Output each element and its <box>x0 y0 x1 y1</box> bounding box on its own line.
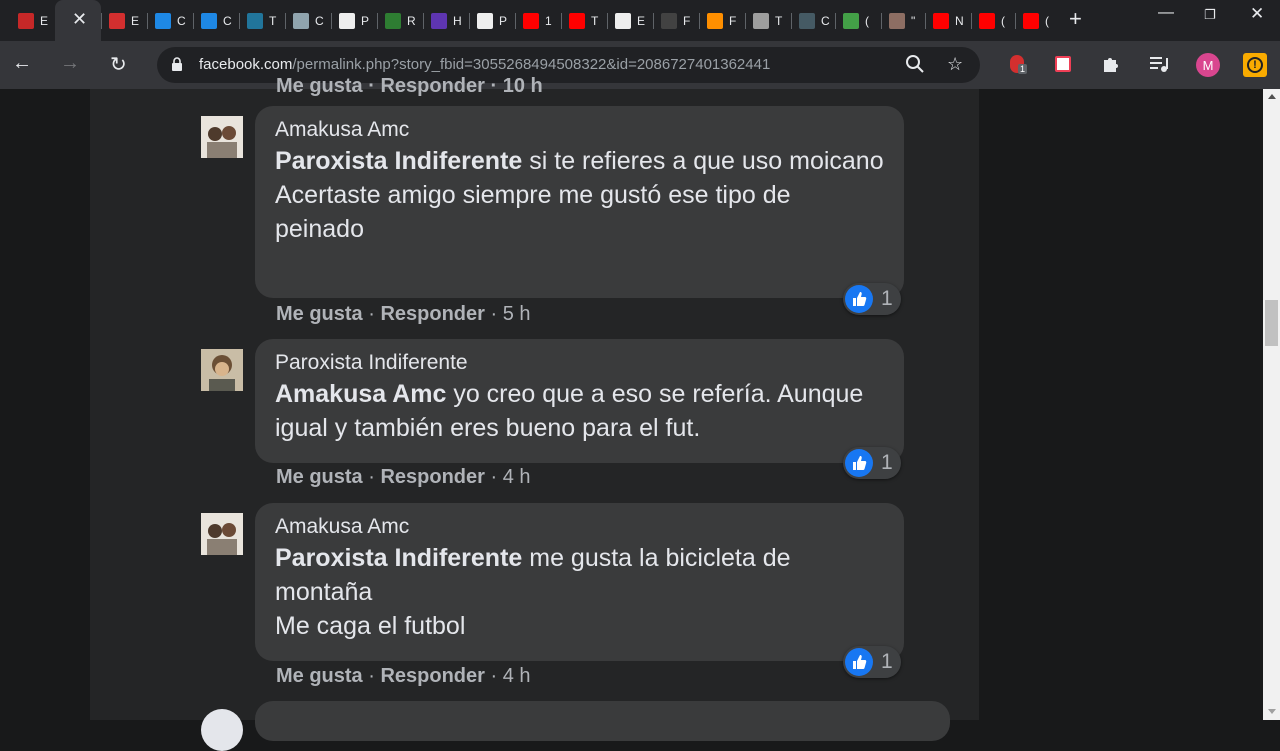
document-icon <box>293 13 309 29</box>
image-icon <box>477 13 493 29</box>
tab-separator <box>791 13 792 29</box>
comment-bubble <box>255 503 904 661</box>
reload-icon[interactable]: ↻ <box>110 54 127 76</box>
youtube-icon <box>569 13 585 29</box>
youtube-icon <box>979 13 995 29</box>
mention-link[interactable]: Paroxista Indiferente <box>275 147 523 175</box>
comment-author[interactable]: Amakusa Amc <box>275 118 410 141</box>
mention-link[interactable]: Paroxista Indiferente <box>275 544 523 572</box>
reaction-count[interactable] <box>843 646 901 678</box>
url-host: facebook.com <box>199 56 293 73</box>
browser-tab[interactable] <box>979 8 1011 34</box>
tab-separator <box>653 13 654 29</box>
tab-title: C <box>315 14 324 28</box>
browser-tab[interactable] <box>933 8 965 34</box>
tab-separator <box>239 13 240 29</box>
browser-tab[interactable] <box>339 8 371 34</box>
comment-line2: Acertaste amigo siempre me gustó ese tipo de peinado <box>275 181 791 243</box>
wordpress-icon <box>247 13 263 29</box>
back-icon[interactable]: ← <box>12 52 32 74</box>
tab-separator <box>423 13 424 29</box>
comment-bubble <box>255 339 904 463</box>
tab-separator <box>285 13 286 29</box>
previous-comment-actions: Me gusta · Responder · 10 h <box>276 75 543 97</box>
youtube-icon <box>1023 13 1039 29</box>
browser-tab[interactable] <box>615 8 647 34</box>
reaction-count[interactable] <box>843 447 901 479</box>
browser-tab[interactable] <box>1023 8 1055 34</box>
new-tab-button[interactable]: + <box>1069 6 1082 31</box>
like-link[interactable]: Me gusta <box>276 466 363 488</box>
reply-link[interactable]: Responder <box>380 466 485 488</box>
comment-text <box>275 377 884 445</box>
scrollbar[interactable] <box>1263 89 1280 720</box>
browser-tab[interactable] <box>889 8 921 34</box>
url-path: /permalink.php?story_fbid=3055268494508322&id=2086727401362441 <box>292 56 771 73</box>
tab-separator <box>971 13 972 29</box>
browser-tab[interactable] <box>385 8 417 34</box>
tab-separator <box>331 13 332 29</box>
comment-body: me gusta la bicicleta de montaña <box>275 544 791 606</box>
browser-tab[interactable] <box>477 8 509 34</box>
tab-separator <box>607 13 608 29</box>
browser-tab[interactable] <box>843 8 875 34</box>
extensions-puzzle-icon[interactable] <box>1100 53 1122 75</box>
comment-text <box>275 144 884 178</box>
tab-title: C <box>223 14 232 28</box>
like-thumb-icon <box>845 648 873 676</box>
tab-strip <box>0 0 1280 41</box>
comment-text <box>275 541 884 609</box>
comment-bubble <box>255 701 950 741</box>
scroll-thumb[interactable] <box>1265 300 1278 346</box>
pdf-icon <box>109 13 125 29</box>
tab-separator <box>377 13 378 29</box>
avatar[interactable] <box>201 709 243 751</box>
browser-tab[interactable] <box>109 8 141 34</box>
tab-title: T <box>775 14 783 28</box>
restore-icon[interactable]: ❐ <box>1204 7 1216 22</box>
browser-tab[interactable] <box>661 8 693 34</box>
tab-separator <box>515 13 516 29</box>
extension-badge: 1 <box>1020 64 1026 74</box>
bookmark-star-icon[interactable]: ☆ <box>947 54 964 74</box>
comment-actions: Me gusta · Responder · 4 h <box>276 466 531 488</box>
comment-author[interactable]: Paroxista Indiferente <box>275 351 468 374</box>
comment-actions: Me gusta · Responder · 4 h <box>276 665 531 687</box>
lock-icon <box>171 57 183 71</box>
browser-tab[interactable] <box>753 8 785 34</box>
in-logo-icon <box>707 13 723 29</box>
tab-separator <box>561 13 562 29</box>
scroll-up-icon[interactable] <box>1268 94 1276 99</box>
page-icon <box>339 13 355 29</box>
avatar[interactable] <box>201 513 243 555</box>
tab-title: T <box>591 14 599 28</box>
scroll-down-icon[interactable] <box>1268 709 1276 714</box>
forward-icon[interactable]: → <box>60 52 80 74</box>
comment-time[interactable]: 4 h <box>502 665 531 687</box>
browser-tab[interactable] <box>201 8 233 34</box>
tab-title: 1 <box>545 14 552 28</box>
tab-title: T <box>269 14 277 28</box>
triangle-logo-icon <box>615 13 631 29</box>
tab-title: ( <box>865 14 869 28</box>
reaction-count[interactable] <box>843 283 901 315</box>
tab-separator <box>101 13 102 29</box>
avatar[interactable] <box>201 116 243 158</box>
page-content <box>0 75 1280 720</box>
sheet-icon <box>385 13 401 29</box>
tab-separator <box>925 13 926 29</box>
tab-title: ( <box>1001 14 1005 28</box>
tab-separator <box>881 13 882 29</box>
tab-title: ( <box>1045 14 1049 28</box>
tab-title: E <box>40 14 49 28</box>
mention-link[interactable]: Amakusa Amc <box>275 380 447 408</box>
minimize-icon[interactable]: — <box>1158 4 1174 21</box>
comment-bubble <box>255 106 904 298</box>
youtube-icon <box>933 13 949 29</box>
tab-title: F <box>729 14 737 28</box>
tab-title: " <box>911 14 916 28</box>
comment-actions: Me gusta · Responder · 5 h <box>276 303 531 325</box>
tab-title: R <box>407 14 416 28</box>
media-queue-icon[interactable] <box>1148 53 1170 75</box>
tab-title: C <box>177 14 186 28</box>
tab-title: H <box>453 14 462 28</box>
tab-separator <box>469 13 470 29</box>
extension-red-icon[interactable] <box>1006 53 1028 75</box>
comment-line2: Me caga el futbol <box>275 612 466 640</box>
browser-tab[interactable] <box>293 8 325 34</box>
pocket-icon[interactable] <box>1052 53 1074 75</box>
purple-app-icon <box>431 13 447 29</box>
avatar[interactable] <box>201 349 243 391</box>
tab-separator <box>193 13 194 29</box>
tab-title: F <box>683 14 691 28</box>
w-logo-icon <box>889 13 905 29</box>
tab-separator <box>147 13 148 29</box>
url-text[interactable] <box>199 56 770 73</box>
alert-extension-icon[interactable]: ! <box>1243 53 1267 77</box>
browser-tab[interactable] <box>155 8 187 34</box>
blue-cloud-icon <box>201 13 217 29</box>
reply-link[interactable]: Responder <box>380 303 485 325</box>
like-thumb-icon <box>845 449 873 477</box>
zoom-search-icon[interactable] <box>905 54 925 79</box>
active-tab[interactable] <box>55 0 101 41</box>
browser-tab[interactable] <box>707 8 739 34</box>
browser-tab[interactable] <box>799 8 831 34</box>
browser-tab[interactable] <box>523 8 555 34</box>
tab-title: C <box>821 14 830 28</box>
comment-time[interactable]: 4 h <box>502 466 531 488</box>
close-tab-icon[interactable]: ✕ <box>72 9 88 29</box>
like-link[interactable]: Me gusta <box>276 303 363 325</box>
red-flower-icon <box>18 13 34 29</box>
tab-separator <box>699 13 700 29</box>
reaction-number: 1 <box>881 287 893 310</box>
like-thumb-icon <box>845 285 873 313</box>
youtube-icon <box>523 13 539 29</box>
tab-separator <box>835 13 836 29</box>
blue-cloud-icon <box>155 13 171 29</box>
comment-body: si te refieres a que uso moicano <box>522 147 884 175</box>
reaction-number: 1 <box>881 650 893 673</box>
browser-tab[interactable] <box>569 8 601 34</box>
globe-icon <box>753 13 769 29</box>
reaction-number: 1 <box>881 451 893 474</box>
tab-separator <box>745 13 746 29</box>
browser-toolbar <box>0 41 1280 89</box>
tab-title: P <box>499 14 508 28</box>
like-link[interactable]: Me gusta <box>276 665 363 687</box>
browser-tab[interactable] <box>18 8 50 34</box>
browser-tab[interactable] <box>247 8 279 34</box>
comment-body: yo creo que a eso se refería. Aunque igual y también eres bueno para el fut. <box>275 380 864 442</box>
profile-avatar[interactable]: M <box>1196 53 1220 77</box>
comment-time[interactable]: 5 h <box>502 303 531 325</box>
tab-title: E <box>131 14 140 28</box>
tab-title: E <box>637 14 646 28</box>
close-window-icon[interactable]: ✕ <box>1250 4 1265 23</box>
whatsapp-icon <box>843 13 859 29</box>
dots-grid-icon <box>661 13 677 29</box>
book-icon <box>799 13 815 29</box>
tab-separator <box>1015 13 1016 29</box>
browser-tab[interactable] <box>431 8 463 34</box>
tab-title: P <box>361 14 370 28</box>
tab-title: N <box>955 14 964 28</box>
comment-author[interactable]: Amakusa Amc <box>275 515 410 538</box>
reply-link[interactable]: Responder <box>380 665 485 687</box>
